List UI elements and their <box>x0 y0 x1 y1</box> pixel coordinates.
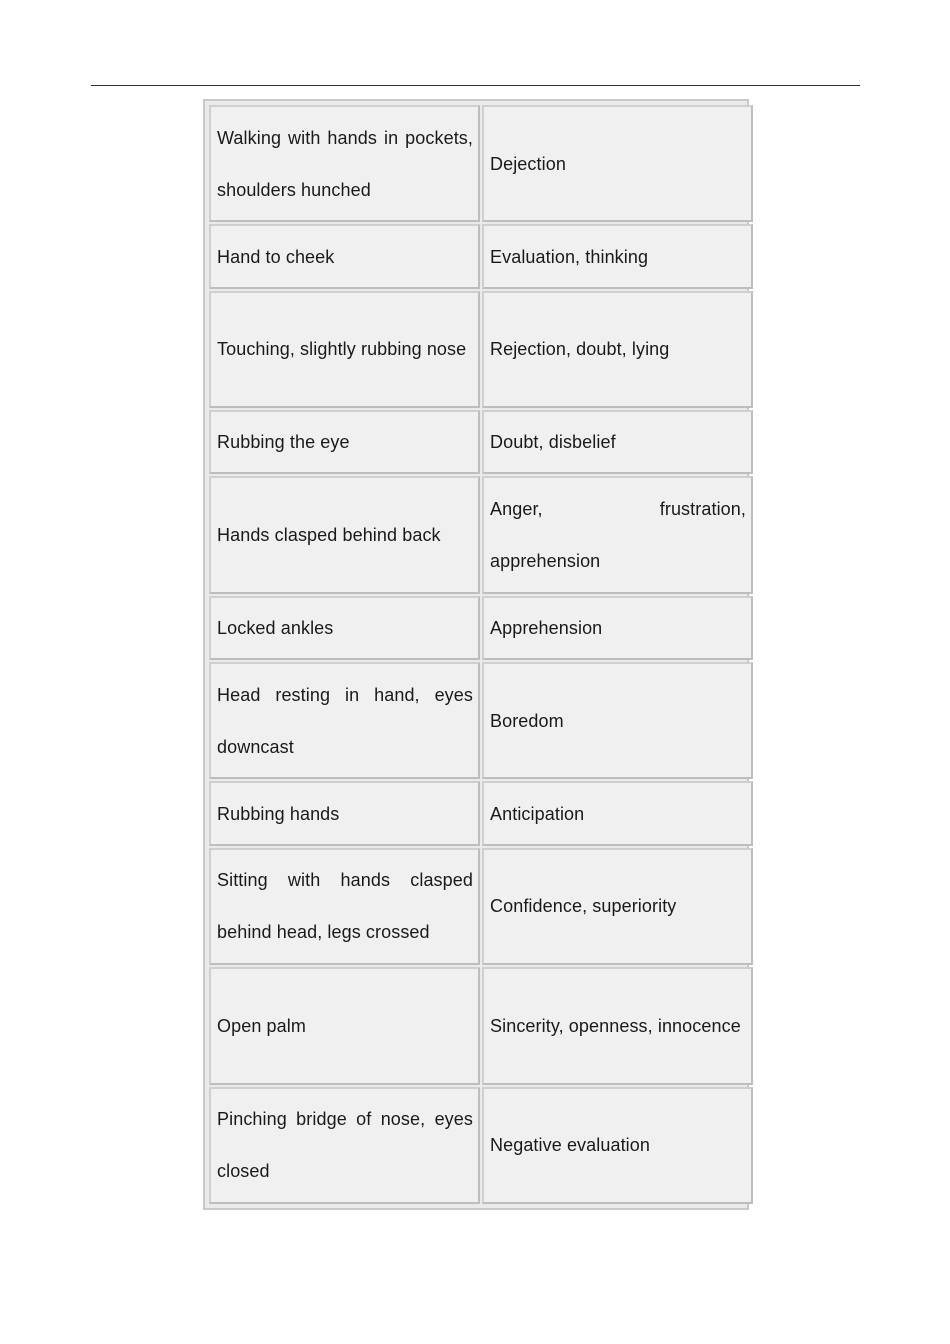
table-row <box>209 410 753 474</box>
gesture-cell: Walking with hands in pockets, shoulders hunched <box>209 105 480 222</box>
meaning-cell: Evaluation, thinking <box>482 224 753 288</box>
meaning-cell: Sincerity, openness, innocence <box>482 967 753 1084</box>
table-row <box>209 967 753 1084</box>
gesture-cell: Open palm <box>209 967 480 1084</box>
gesture-cell: Hand to cheek <box>209 224 480 288</box>
gesture-cell: Rubbing the eye <box>209 410 480 474</box>
table-row <box>209 476 753 593</box>
meaning-cell: Negative evaluation <box>482 1087 753 1204</box>
meaning-cell: Rejection, doubt, lying <box>482 291 753 408</box>
meaning-cell: Apprehension <box>482 596 753 660</box>
table-row <box>209 781 753 845</box>
gesture-cell: Sitting with hands clasped behind head, legs crossed <box>209 848 480 965</box>
table-row <box>209 105 753 222</box>
meaning-cell: Anger, frustration, apprehension <box>482 476 753 593</box>
meaning-cell: Confidence, superiority <box>482 848 753 965</box>
gesture-cell: Rubbing hands <box>209 781 480 845</box>
table-row <box>209 224 753 288</box>
gesture-cell: Locked ankles <box>209 596 480 660</box>
meaning-cell: Anticipation <box>482 781 753 845</box>
gesture-cell: Hands clasped behind back <box>209 476 480 593</box>
gesture-cell: Touching, slightly rubbing nose <box>209 291 480 408</box>
gesture-table-frame <box>203 99 749 1210</box>
gesture-cell: Head resting in hand, eyes downcast <box>209 662 480 779</box>
table-row <box>209 848 753 965</box>
gesture-meaning-table <box>207 103 755 1206</box>
meaning-cell: Boredom <box>482 662 753 779</box>
table-row <box>209 291 753 408</box>
header-rule <box>91 85 860 86</box>
table-row <box>209 1087 753 1204</box>
gesture-cell: Pinching bridge of nose, eyes closed <box>209 1087 480 1204</box>
meaning-cell: Doubt, disbelief <box>482 410 753 474</box>
table-row <box>209 596 753 660</box>
table-row <box>209 662 753 779</box>
meaning-cell: Dejection <box>482 105 753 222</box>
